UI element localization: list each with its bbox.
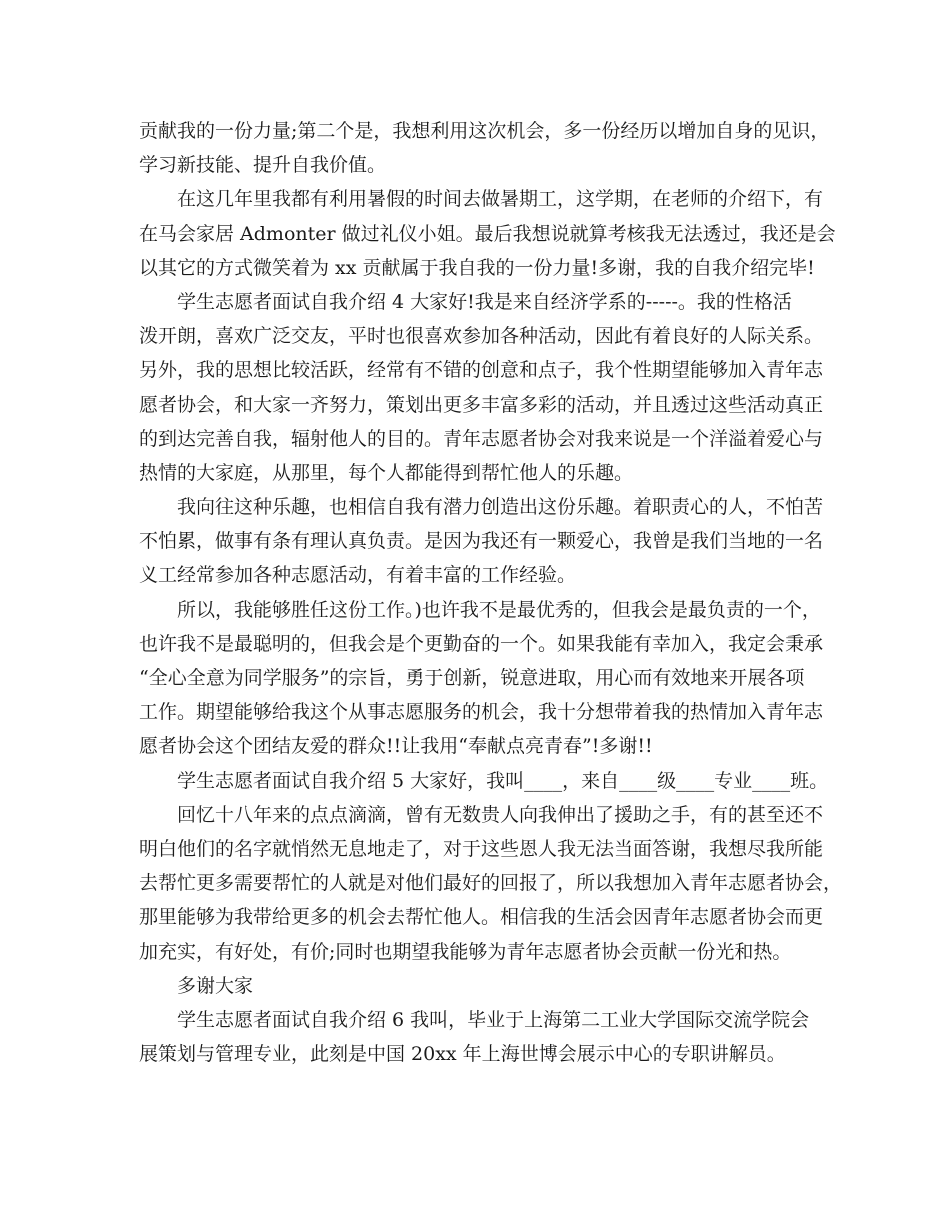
text-line: 的到达完善自我，辐射他人的目的。青年志愿者协会对我来说是一个洋溢着爱心与: [139, 427, 824, 450]
text-line: 义工经常参加各种志愿活动，有着丰富的工作经验。: [139, 564, 577, 587]
text-line: 学生志愿者面试自我介绍 4 大家好!我是来自经济学系的-----。我的性格活: [177, 290, 792, 313]
text-line: 愿者协会，和大家一齐努力，策划出更多丰富多彩的活动，并且透过这些活动真正: [139, 393, 824, 416]
text-line: 学生志愿者面试自我介绍 6 我叫，毕业于上海第二工业大学国际交流学院会: [177, 1008, 810, 1031]
text-line: 学生志愿者面试自我介绍 5 大家好，我叫____，来自____级____专业____班。: [177, 769, 829, 792]
text-line: 回忆十八年来的点点滴滴，曾有无数贵人向我伸出了援助之手，有的甚至还不: [177, 803, 824, 826]
text-line: 展策划与管理专业，此刻是中国 20xx 年上海世博会展示中心的专职讲解员。: [139, 1043, 786, 1066]
text-line: 明白他们的名字就悄然无息地走了，对于这些恩人我无法当面答谢，我想尽我所能: [139, 837, 824, 860]
text-line: 那里能够为我带给更多的机会去帮忙他人。相信我的生活会因青年志愿者协会而更: [139, 906, 824, 929]
text-line: 工作。期望能够给我这个从事志愿服务的机会，我十分想带着我的热情加入青年志: [139, 701, 824, 724]
text-line: 以其它的方式微笑着为 xx 贡献属于我自我的一份力量!多谢，我的自我介绍完毕!: [139, 256, 815, 279]
text-line: 在这几年里我都有利用暑假的时间去做暑期工，这学期，在老师的介绍下，有: [177, 188, 824, 211]
text-line: 我向往这种乐趣，也相信自我有潜力创造出这份乐趣。着职责心的人，不怕苦: [177, 496, 824, 519]
text-line: 去帮忙更多需要帮忙的人就是对他们最好的回报了，所以我想加入青年志愿者协会，: [139, 872, 843, 895]
text-line: 热情的大家庭，从那里，每个人都能得到帮忙他人的乐趣。: [139, 461, 634, 484]
text-line: 多谢大家: [177, 974, 254, 997]
text-line: “全心全意为同学服务”的宗旨，勇于创新，锐意进取，用心而有效地来开展各项: [139, 667, 805, 689]
text-line: 学习新技能、提升自我价值。: [139, 154, 387, 177]
text-line: 泼开朗，喜欢广泛交友，平时也很喜欢参加各种活动，因此有着良好的人际关系。: [139, 325, 824, 348]
text-line: 另外，我的思想比较活跃，经常有不错的创意和点子，我个性期望能够加入青年志: [139, 359, 824, 382]
text-line: 也许我不是最聪明的，但我会是个更勤奋的一个。如果我能有幸加入，我定会秉承: [139, 632, 824, 655]
text-line: 加充实，有好处，有价;同时也期望我能够为青年志愿者协会贡献一份光和热。: [139, 940, 792, 963]
text-line: 所以，我能够胜任这份工作。)也许我不是最优秀的，但我会是最负责的一个，: [177, 598, 821, 621]
text-line: 在马会家居 Admonter 做过礼仪小姐。最后我想说就算考核我无法透过，我还是会: [139, 222, 836, 245]
document-body: [139, 114, 843, 1071]
text-line: 贡献我的一份力量;第二个是，我想利用这次机会，多一份经历以增加自身的见识，: [139, 120, 830, 142]
text-line: 不怕累，做事有条有理认真负责。是因为我还有一颗爱心，我曾是我们当地的一名: [139, 530, 824, 553]
text-line: 愿者协会这个团结友爱的群众!!让我用“奉献点亮青春”!多谢!!: [139, 735, 653, 758]
